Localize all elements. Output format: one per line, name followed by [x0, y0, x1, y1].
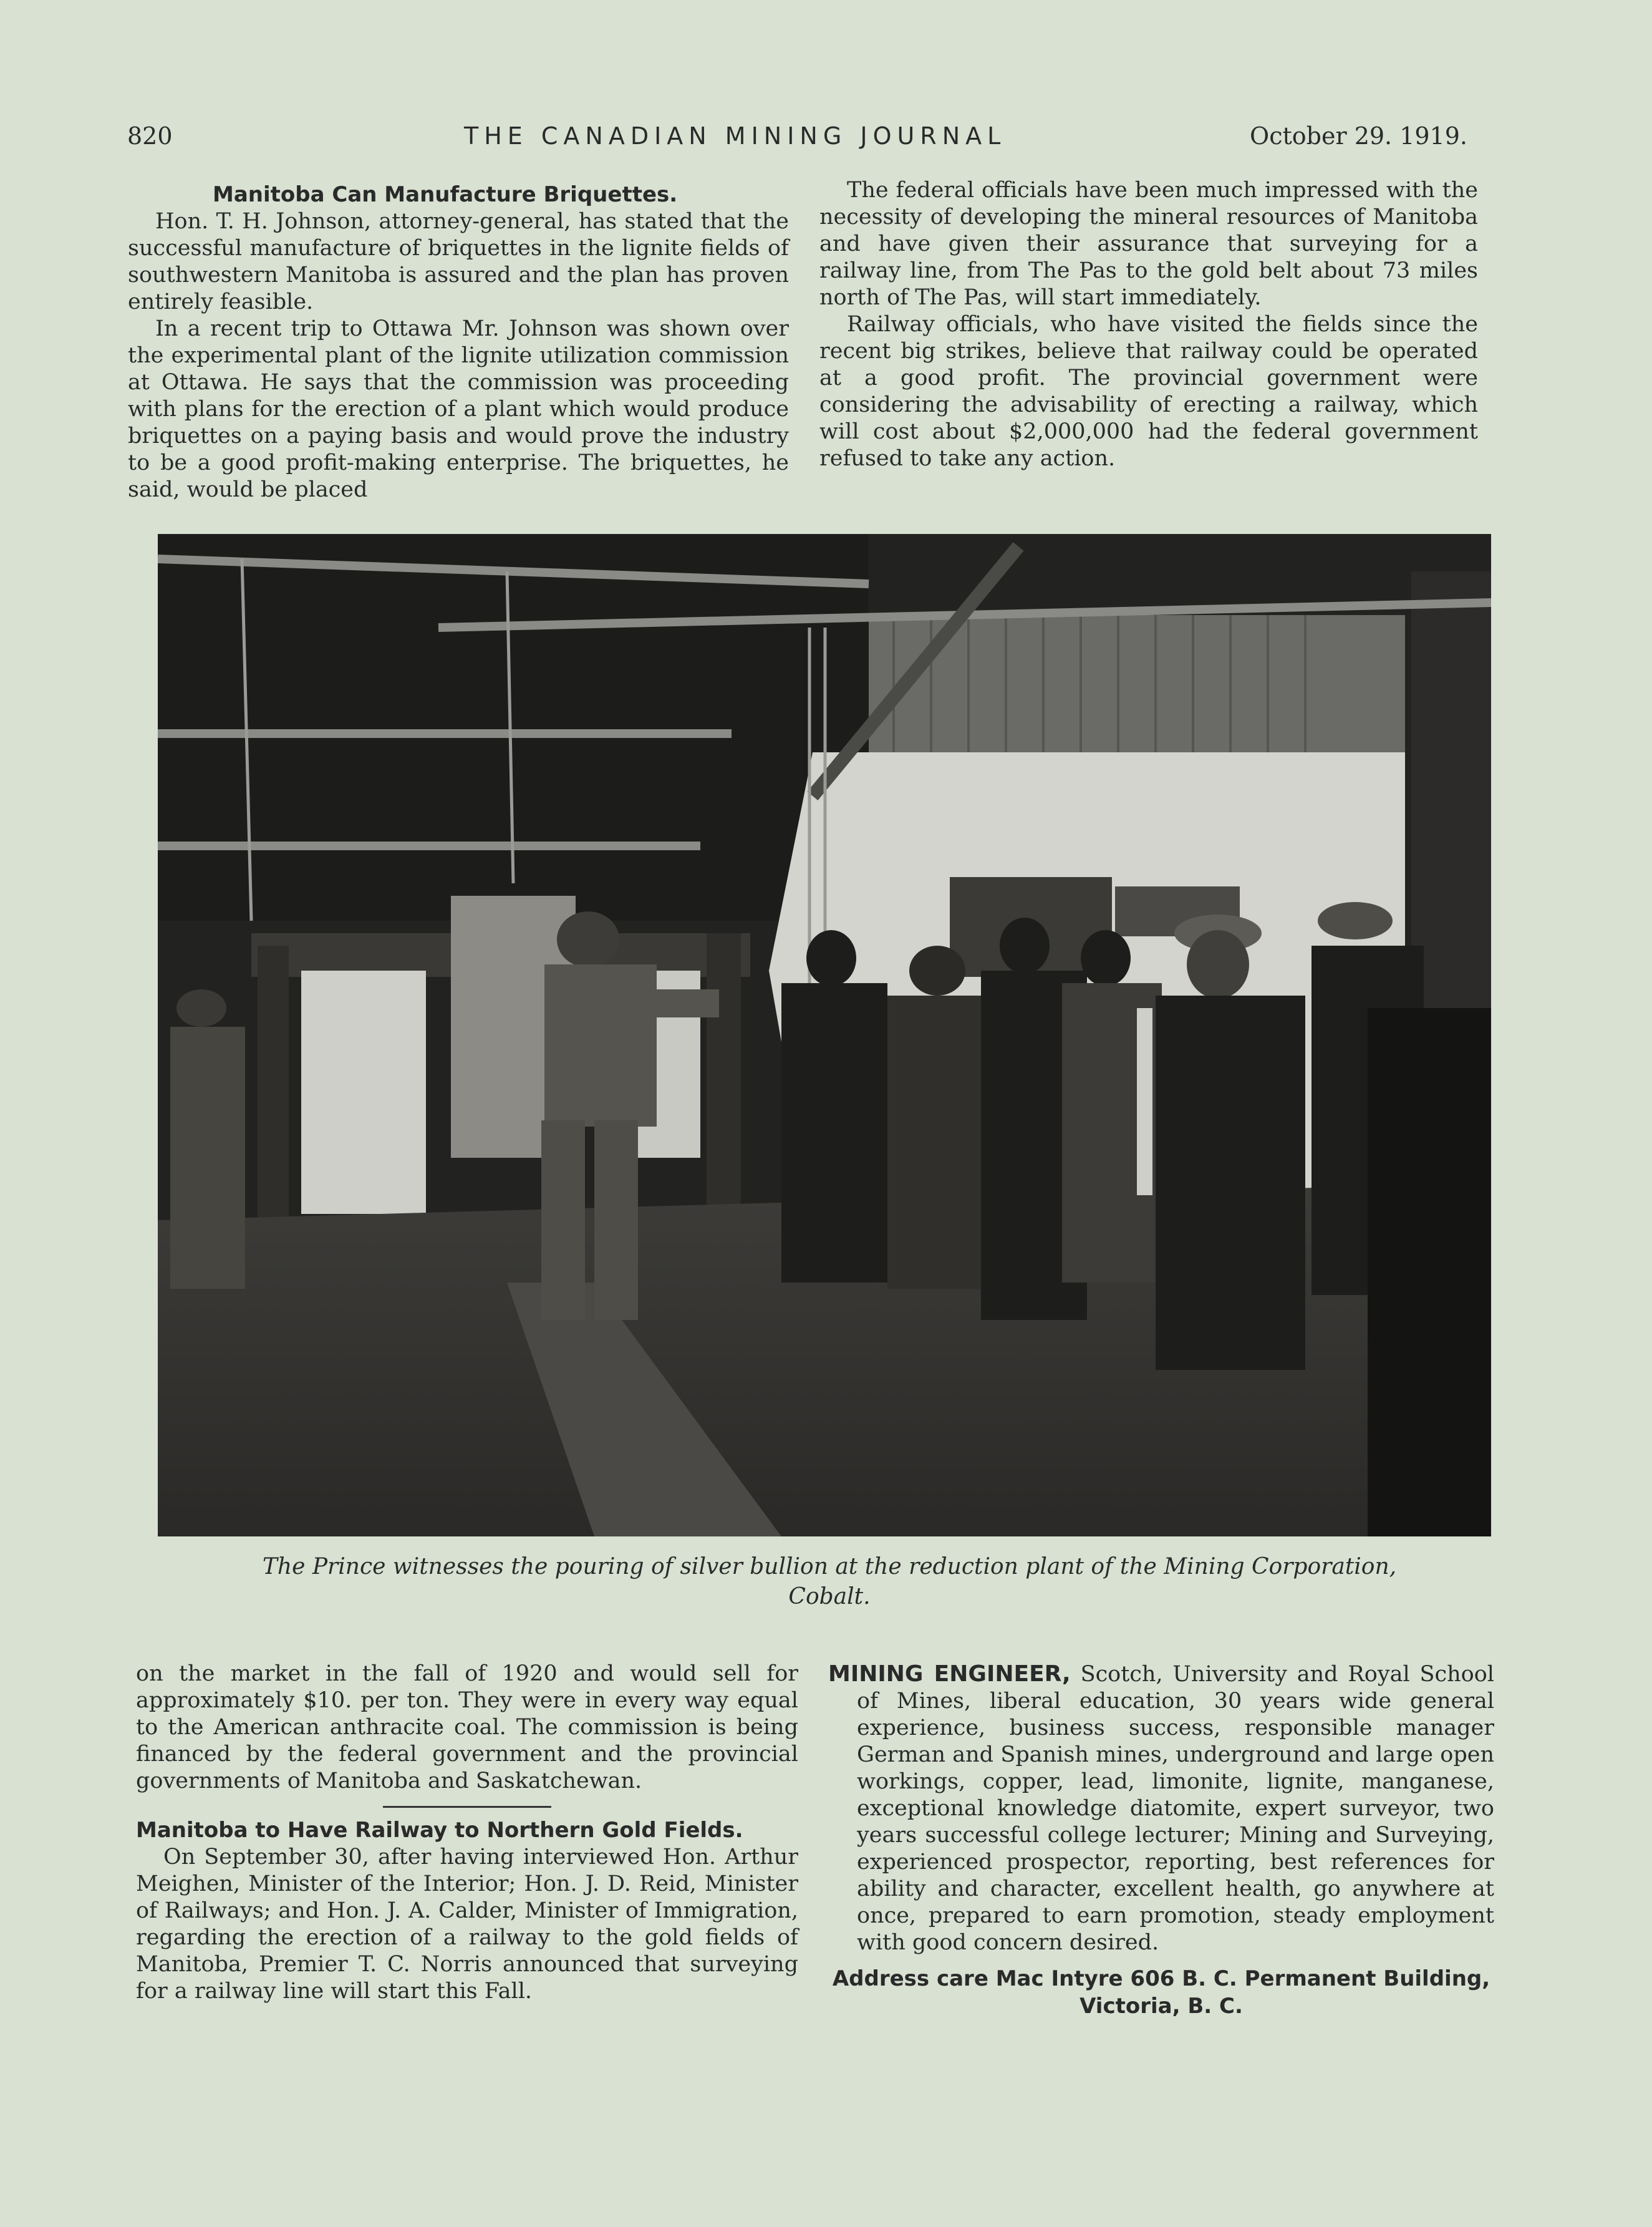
page-number: 820 [127, 122, 173, 150]
photo-reduction-plant [158, 534, 1491, 1536]
article-briquettes-title: Manitoba Can Manufacture Briquettes. [213, 182, 678, 207]
advertisement-address-line: Victoria, B. C. [1080, 1994, 1243, 2019]
article-railway-gold-paragraph: On September 30, after having interviewed Hon. Arthur Meighen, Minister of the Interior; Hon. J. D. Reid, Minister of Railways; and Hon. J. A. Calder, Minister of Immigration, regarding the erection of a railway to the gold fields of Manitoba, Premier T. C. Norris announced that surveying for a railway line will start this Fall. [136, 1845, 798, 2004]
article-briquettes-paragraph: Hon. T. H. Johnson, attorney-general, has stated that the successful manufacture of briquettes in the lignite fields of southwestern Manitoba is assured and the plan has proven entirely feasible. [128, 209, 789, 314]
page-header [127, 122, 1467, 160]
article-railway-paragraph: The federal officials have been much impressed with the necessity of developing the mineral resources of Manitoba and have given their assurance that surveying for a railway line, from The Pas to the gold belt about 73 miles north of The Pas, will start immediately. [819, 178, 1478, 310]
advertisement-address-line: Address care Mac Intyre 606 B. C. Permanent Building, [832, 1966, 1490, 1991]
advertisement-address [828, 1965, 1494, 2020]
column-bottom-left [136, 1661, 798, 2005]
article-railway-paragraph: Railway officials, who have visited the fields since the recent big strikes, believe that railway could be operated at a good profit. The provincial government were considering the advisability of erecting a railway, which will cost about $2,000,000 had the federal government refused to take any action. [819, 312, 1478, 471]
section-divider [383, 1806, 551, 1808]
issue-date: October 29. 1919. [1250, 122, 1467, 150]
photo-caption: The Prince witnesses the pouring of silver bullion at the reduction plant of the Mining Corporation, Cobalt. [262, 1554, 1397, 1609]
article-briquettes-paragraph: In a recent trip to Ottawa Mr. Johnson was shown over the experimental plant of the lignite utilization commission at Ottawa. He says that the commission was proceeding with plans for the erection of a plant which would produce briquettes on a paying basis and would prove the industry to be a good profit-making enterprise. The briquettes, he said, would be placed [128, 316, 789, 502]
advertisement-lead: MINING ENGINEER, [828, 1661, 1071, 1687]
article-briquettes-continuation: on the market in the fall of 1920 and would sell for approximately $10. per ton. They were in every way equal to the American anthracite coal. The commission is being financed by the federal government and the provincial governments of Manitoba and Saskatchewan. [136, 1661, 798, 1793]
journal-title: THE CANADIAN MINING JOURNAL [464, 122, 1007, 150]
advertisement-body: Scotch, University and Royal School of Mines, liberal education, 30 years wide general experience, business success, responsible manager German and Spanish mines, underground and large open workings, copper, lead, limonite, lignite, manganese, exceptional knowledge diatomite, expert surveyor, two years successful college lecturer; Mining and Surveying, experienced prospector, reporting, best references for ability and character, excellent health, go anywhere at once, prepared to earn promotion, steady employment with good concern desired. [857, 1662, 1494, 1955]
photo-image [158, 534, 1491, 1536]
article-railway-title: Manitoba to Have Railway to Northern Gold Fields. [136, 1818, 743, 1843]
column-top-right [819, 177, 1478, 472]
column-top-left [128, 181, 789, 503]
advertisement-text [828, 1661, 1494, 1956]
column-bottom-right-advertisement [828, 1661, 1494, 2020]
